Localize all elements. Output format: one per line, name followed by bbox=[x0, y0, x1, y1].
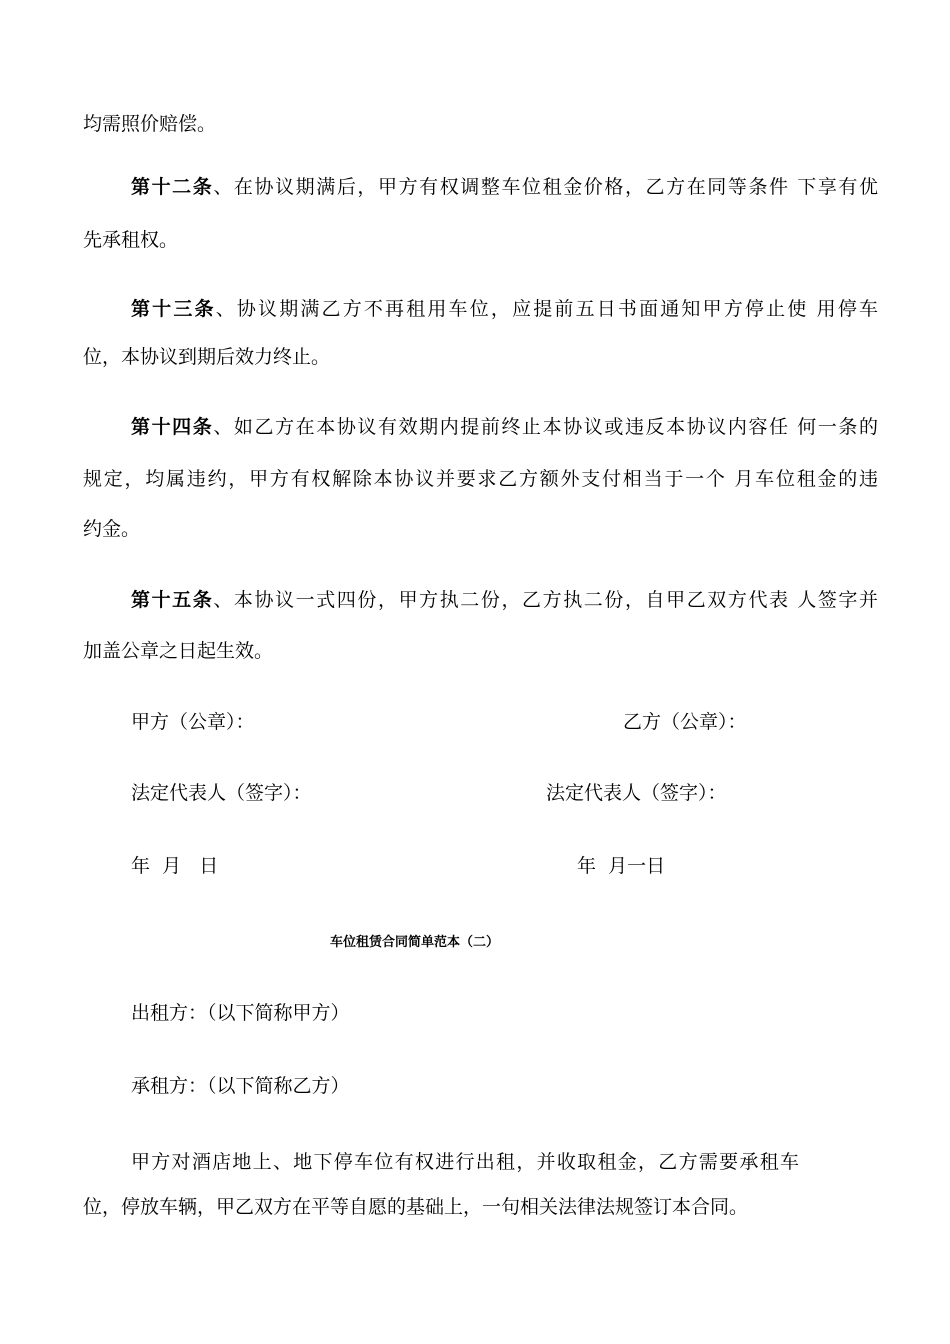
party-a-seal: 甲方（公章）： bbox=[131, 711, 255, 733]
article-12 bbox=[131, 175, 878, 199]
article-14-continuation: 约金。 bbox=[83, 518, 141, 540]
intro-paragraph-continuation: 位，停放车辆，甲乙双方在平等自愿的基础上，一句相关法律法规签订本合同。 bbox=[83, 1196, 749, 1218]
party-a-representative: 法定代表人（签字）： bbox=[131, 782, 312, 804]
article-12-text: 、在协议期满后，甲方有权调整车位租金价格，乙方在同等条件 下享有优 bbox=[213, 176, 878, 198]
article-13-text: 、协议期满乙方不再租用车位，应提前五日书面通知甲方停止使 用停车 bbox=[215, 298, 878, 320]
article-15 bbox=[131, 588, 878, 612]
article-15-continuation: 加盖公章之日起生效。 bbox=[83, 640, 274, 662]
lessee-line: 承租方：（以下简称乙方） bbox=[131, 1075, 350, 1097]
party-b-seal: 乙方（公章）： bbox=[623, 711, 747, 733]
article-15-text: 、本协议一式四份，甲方执二份，乙方执二份，自甲乙双方代表 人签字并 bbox=[213, 589, 878, 611]
article-13 bbox=[131, 297, 878, 321]
document-title: 车位租赁合同简单范本（二） bbox=[330, 935, 500, 950]
paragraph-line: 均需照价赔偿。 bbox=[83, 113, 217, 135]
article-13-continuation: 位，本协议到期后效力终止。 bbox=[83, 346, 331, 368]
party-a-date: 年 月 日 bbox=[131, 855, 219, 877]
lessor-line: 出租方：（以下简称甲方） bbox=[131, 1002, 350, 1024]
article-14-continuation: 规定，均属违约，甲方有权解除本协议并要求乙方额外支付相当于一个 月车位租金的违 bbox=[83, 468, 878, 490]
article-12-continuation: 先承租权。 bbox=[83, 229, 179, 251]
article-14-text: 、如乙方在本协议有效期内提前终止本协议或违反本协议内容任 何一条的 bbox=[213, 416, 878, 438]
article-12-label: 第十二条 bbox=[131, 176, 214, 198]
article-13-label: 第十三条 bbox=[131, 298, 216, 320]
party-b-date: 年 月一日 bbox=[577, 855, 666, 877]
party-b-representative: 法定代表人（签字）： bbox=[546, 782, 727, 804]
article-15-label: 第十五条 bbox=[131, 589, 214, 611]
article-14-label: 第十四条 bbox=[131, 416, 214, 438]
article-14 bbox=[131, 415, 878, 439]
intro-paragraph: 甲方对酒店地上、地下停车位有权进行出租，并收取租金，乙方需要承租车 bbox=[131, 1151, 799, 1173]
